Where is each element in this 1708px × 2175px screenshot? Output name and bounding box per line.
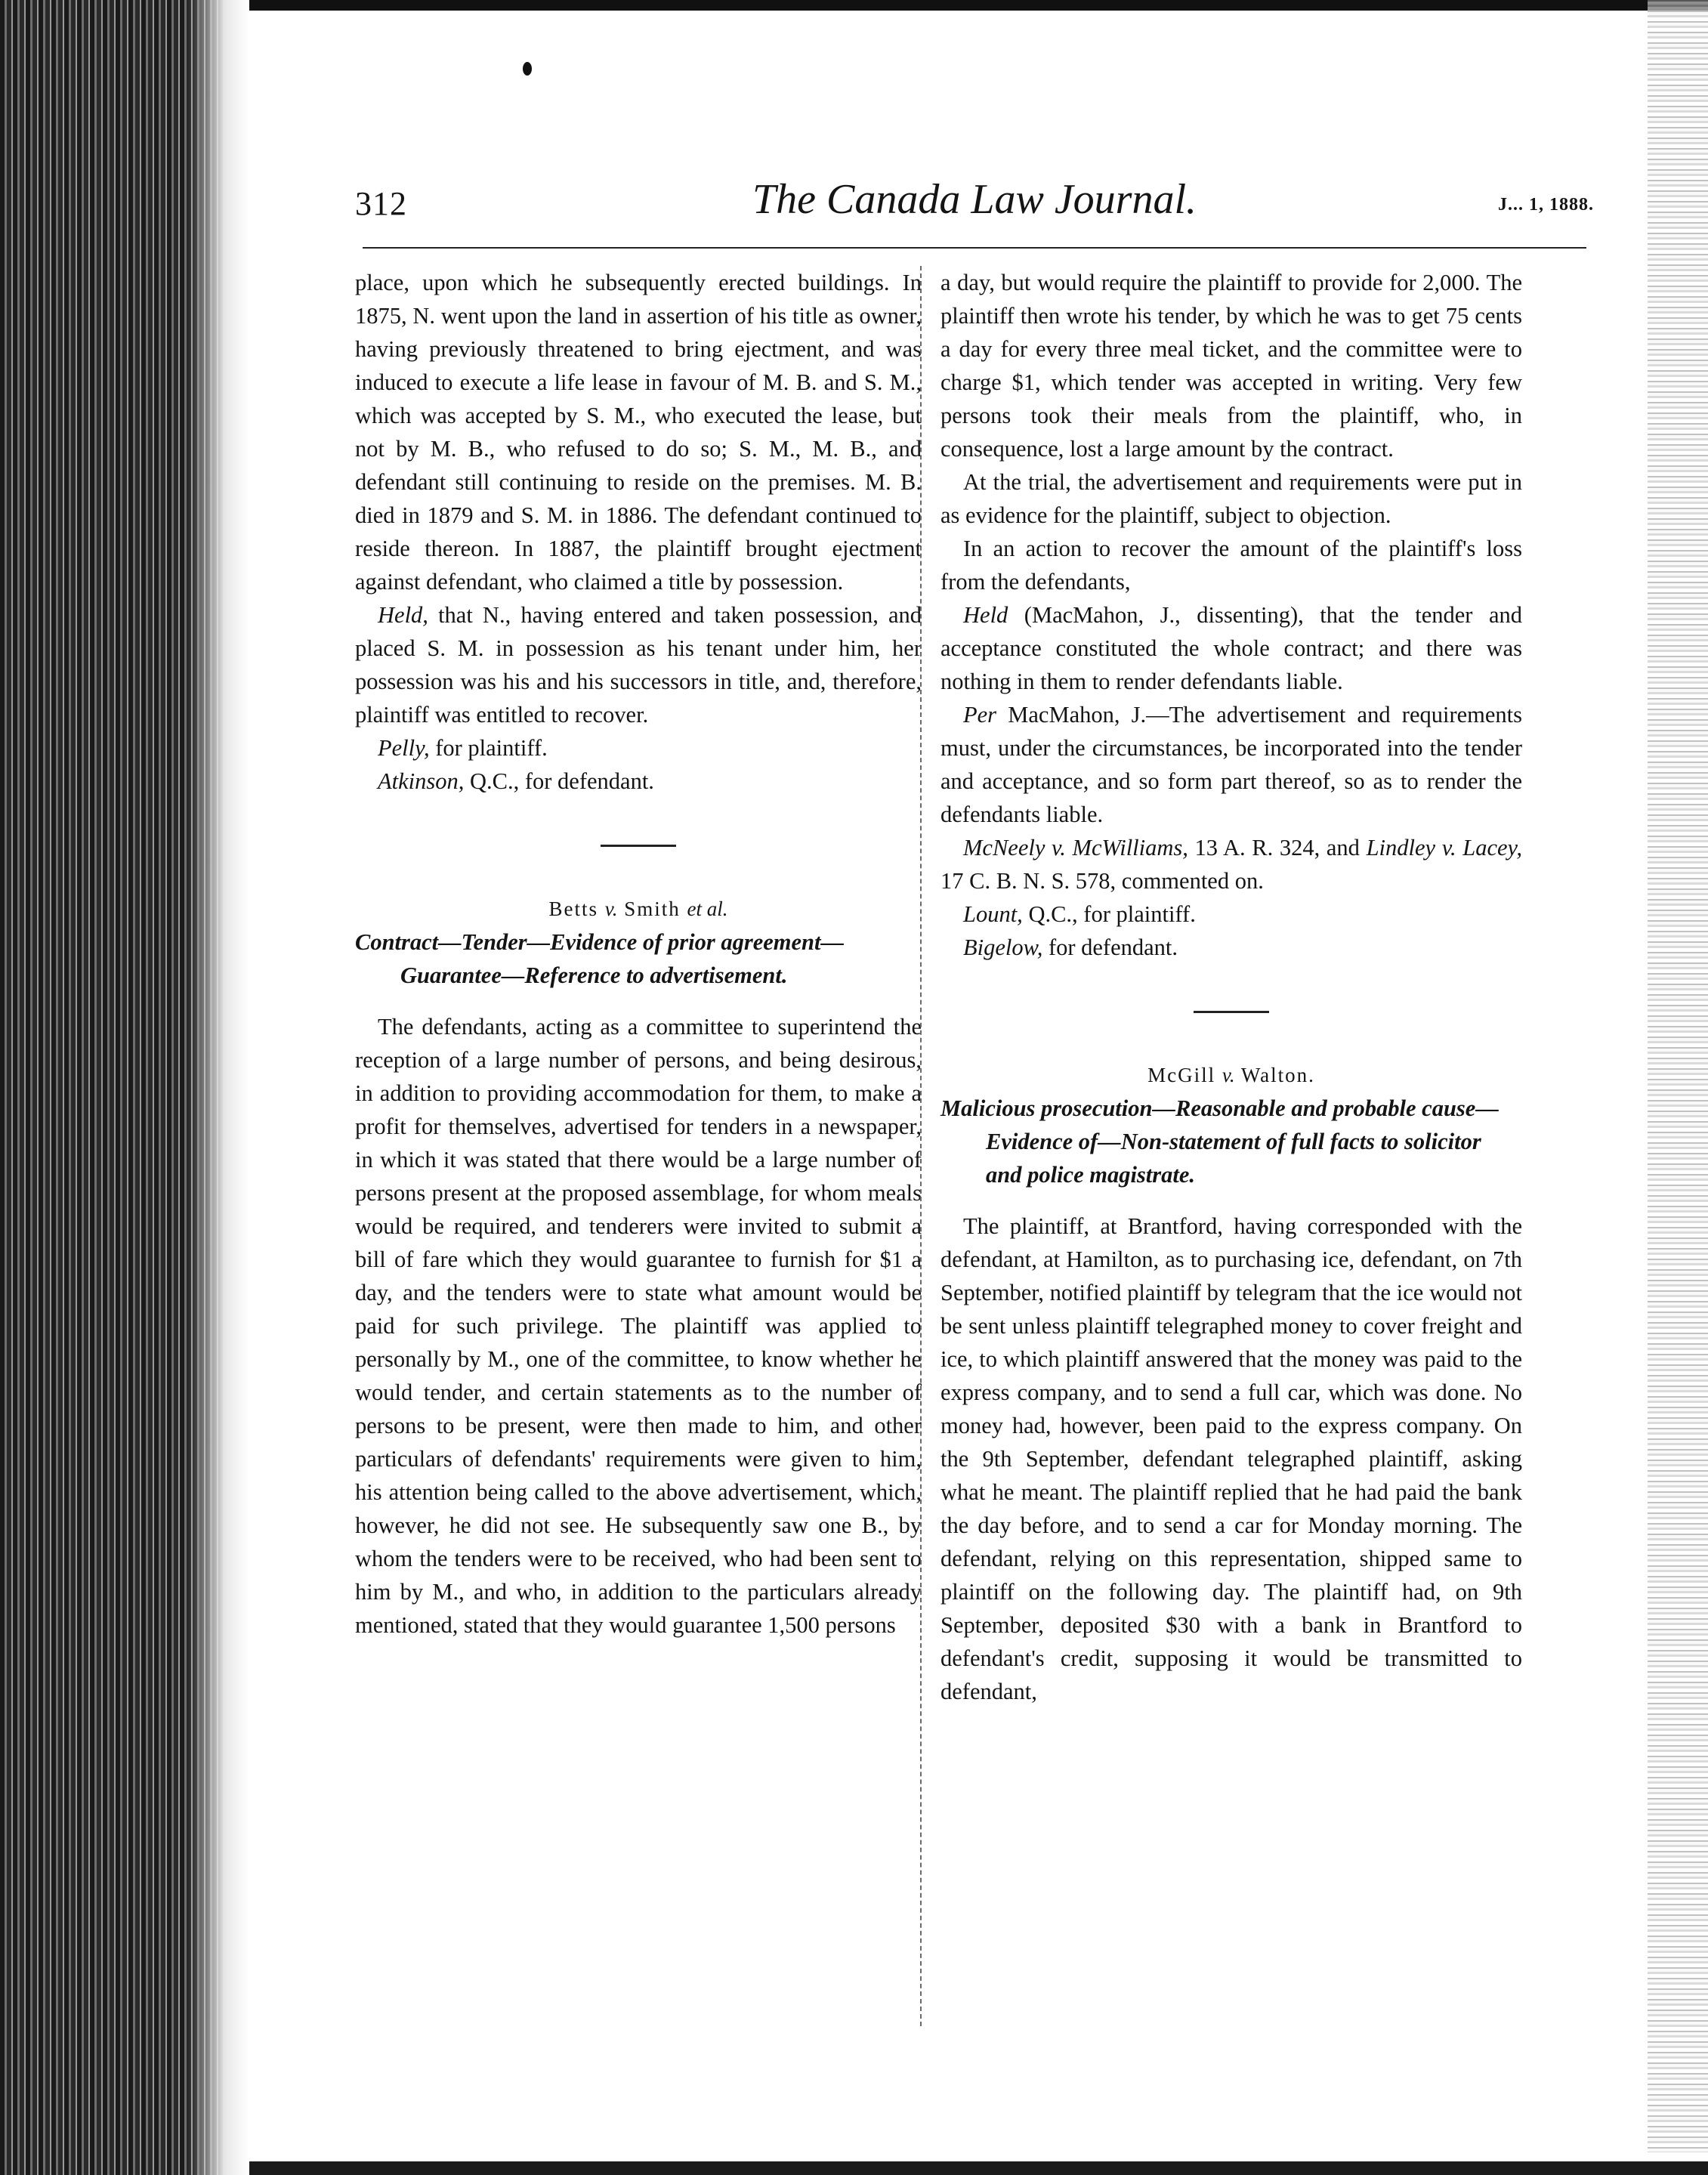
section-rule [601, 845, 676, 847]
counsel-line [940, 931, 1522, 964]
paragraph: The plaintiff, at Brantford, having corresponded with the defendant, at Hamilton, as to purchasing ice, defendant, on 7th September, notified plaintiff by telegram that the ice would not be sent unless plaintiff telegraphed money to cover freight and ice, to which plaintiff answered that the money was paid to the express company, and to send a full car, which was done. No money had, however, been paid to the express company. On the 9th September, defendant telegraphed plaintiff, asking what he meant. The plaintiff replied that he had paid the bank the day before, and to send a car for Monday morning. The defendant, relying on this representation, shipped same to plaintiff on the following day. The plaintiff had, on 9th September, deposited $30 with a bank in Brantford to defendant's credit, supposing it would be transmitted to defendant, [940, 1213, 1522, 1704]
counsel-role: for defendant. [1048, 935, 1178, 960]
ink-speck [523, 62, 532, 76]
party-name: Walton. [1240, 1064, 1315, 1086]
holding-text: (MacMahon, J., dissenting), that the tender and acceptance constituted the whole contract; and there was nothing in them to render defendants liable. [940, 602, 1522, 694]
counsel-name: Atkinson, [378, 768, 465, 794]
party-name: Smith [624, 897, 681, 920]
citation-ref: 17 C. B. N. S. 578, commented on. [940, 868, 1264, 894]
dissent-text: MacMahon, J.—The advertisement and requirements must, under the circumstances, be incorporated into the tender and acceptance, and so form part thereof, so as to render the defendants liable. [940, 702, 1523, 827]
scan-right-edge [1648, 0, 1708, 2175]
holding-paragraph [940, 598, 1522, 698]
headnote: Contract—Tender—Evidence of prior agreement—Guarantee—Reference to advertisement. [355, 929, 844, 988]
case-title [940, 1058, 1522, 1092]
issue-date: J... 1, 1888. [1498, 195, 1594, 215]
holding-paragraph [355, 598, 922, 731]
counsel-line [355, 731, 922, 765]
versus-label: v. [604, 897, 618, 920]
paragraph: In an action to recover the amount of the plaintiff's loss from the defendants, [940, 536, 1522, 595]
counsel-line [355, 765, 922, 798]
page-number: 312 [355, 185, 407, 222]
counsel-line [940, 897, 1522, 931]
citations-paragraph [940, 831, 1522, 897]
counsel-role: for plaintiff. [435, 735, 548, 761]
party-name: McGill [1147, 1064, 1216, 1086]
per-label: Per [963, 702, 997, 728]
paragraph: a day, but would require the plaintiff to provide for 2,000. The plaintiff then wrote his tender, by which he was to get 75 cents a day for every three meal ticket, and the committee were to charge $1, which tender was accepted in writing. Very few persons took their meals from the plaintiff, who, in consequence, lost a large amount by the contract. [940, 270, 1522, 462]
journal-title: The Canada Law Journal. [752, 176, 1197, 223]
scan-bottom-edge [249, 2152, 1708, 2175]
counsel-role: Q.C., for defendant. [470, 768, 654, 794]
counsel-name: Pelly, [378, 735, 430, 761]
journal-page [249, 17, 1647, 2152]
section-rule [1194, 1011, 1269, 1013]
citation-name: Lindley v. Lacey, [1366, 835, 1523, 860]
headnote: Malicious prosecution—Reasonable and probable cause—Evidence of—Non-statement of full facts to solicitor and police magistrate. [940, 1095, 1499, 1188]
citation-name: McNeely v. McWilliams, [963, 835, 1188, 860]
case-title [355, 892, 922, 925]
paragraph: The defendants, acting as a committee to superintend the reception of a large number of persons, and being desirous, in addition to providing accommodation for them, to make a profit for themselves, advertised for tenders in a newspaper, in which it was stated that there would be a large number of persons present at the proposed assemblage, for whom meals would be required, and tenderers were invited to submit a bill of fare which they would guarantee to furnish for $1 a day, and the tenders were to state what amount would be paid for such privilege. The plaintiff was applied to personally by M., one of the committee, to know whether he would tender, and certain statements as to the number of persons to be present, were then made to him, and other particulars of defendants' requirements were given to him, his attention being called to the above advertisement, which, however, he did not see. He subsequently saw one B., by whom the tenders were to be received, who had been sent to him by M., and who, in addition to the particulars already mentioned, stated that they would guarantee 1,500 persons [355, 1014, 922, 1638]
running-header [355, 168, 1594, 228]
dissent-paragraph [940, 698, 1522, 831]
paragraph: place, upon which he subsequently erected buildings. In 1875, N. went upon the land in assertion of his title as owner, having previously threatened to bring ejectment, and was induced to execute a life lease in favour of M. B. and S. M., which was accepted by S. M., who executed the lease, but not by M. B., who refused to do so; S. M., M. B., and defendant still continuing to reside on the premises. M. B. died in 1879 and S. M. in 1886. The defendant continued to reside thereon. In 1887, the plaintiff brought ejectment against defendant, who claimed a title by possession. [355, 270, 922, 595]
et-al-label: et al. [687, 897, 728, 920]
counsel-role: Q.C., for plaintiff. [1028, 901, 1196, 927]
right-column [940, 266, 1522, 1708]
versus-label: v. [1222, 1064, 1235, 1086]
held-label: Held, [378, 602, 428, 628]
header-rule [363, 247, 1586, 249]
column-divider [920, 266, 922, 2026]
paragraph: At the trial, the advertisement and requirements were put in as evidence for the plaintiff, subject to objection. [940, 469, 1522, 528]
party-name: Betts [548, 897, 598, 920]
scan-top-edge [249, 0, 1708, 17]
held-label: Held [963, 602, 1008, 628]
citation-ref: 13 A. R. 324, and [1194, 835, 1360, 860]
counsel-name: Bigelow, [963, 935, 1043, 960]
left-column [355, 266, 922, 1642]
counsel-name: Lount, [963, 901, 1023, 927]
scan-binding-shadow [0, 0, 249, 2175]
holding-text: that N., having entered and taken possession, and placed S. M. in possession as his tenant under him, her possession was his and his successors in title, and, therefore, plaintiff was entitled to recover. [355, 602, 922, 728]
